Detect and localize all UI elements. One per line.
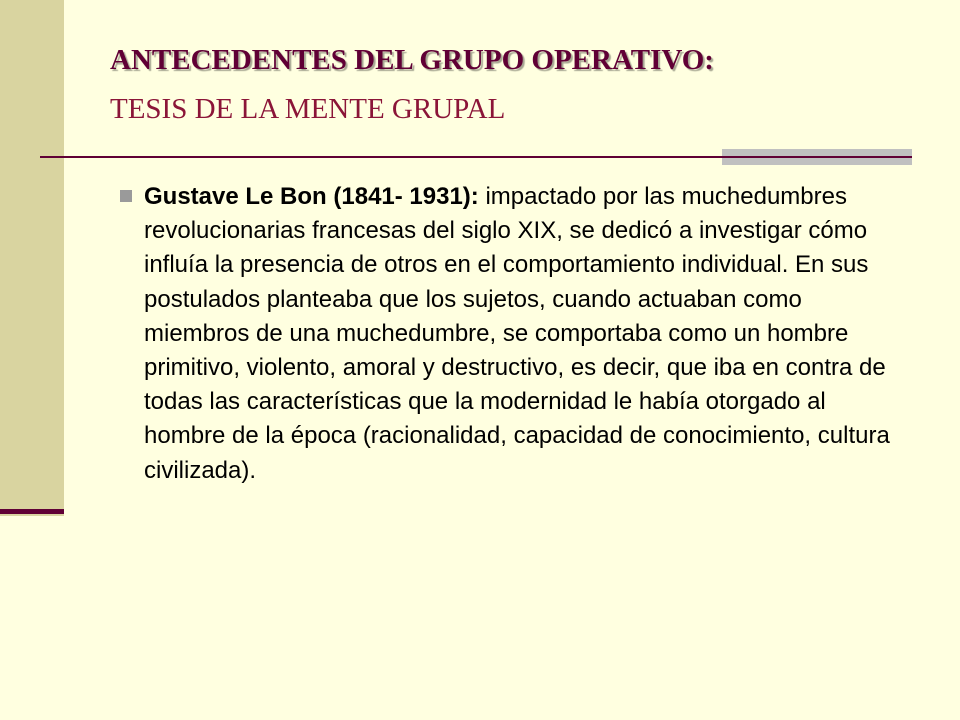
side-band [0,0,64,516]
bullet-text: impactado por las muchedumbres revolucionarias francesas del siglo XIX, se dedicó a investigar cómo influía la presencia de otros en el comportamiento individual. En sus postulados planteaba que los sujetos, cuando actuaban como miembros de una muchedumbre, se comportaba como un hombre primitivo, violento, amoral y destructivo, es decir, que iba en contra de todas las características que la modernidad le había otorgado al hombre de la época (racionalidad, capacidad de conocimiento, cultura civilizada). [144,183,890,484]
slide-title: ANTECEDENTES DEL GRUPO OPERATIVO: [110,44,714,76]
title-rule-right-line [722,156,912,158]
bullet-lead: Gustave Le Bon (1841- 1931): [144,183,479,210]
slide-content [118,180,908,488]
square-bullet-icon [120,190,132,202]
bullet-item [118,180,908,488]
slide-subtitle: TESIS DE LA MENTE GRUPAL [110,93,506,126]
side-band-rule [0,509,64,514]
slide-title-block [110,44,930,127]
title-rule [40,156,722,158]
